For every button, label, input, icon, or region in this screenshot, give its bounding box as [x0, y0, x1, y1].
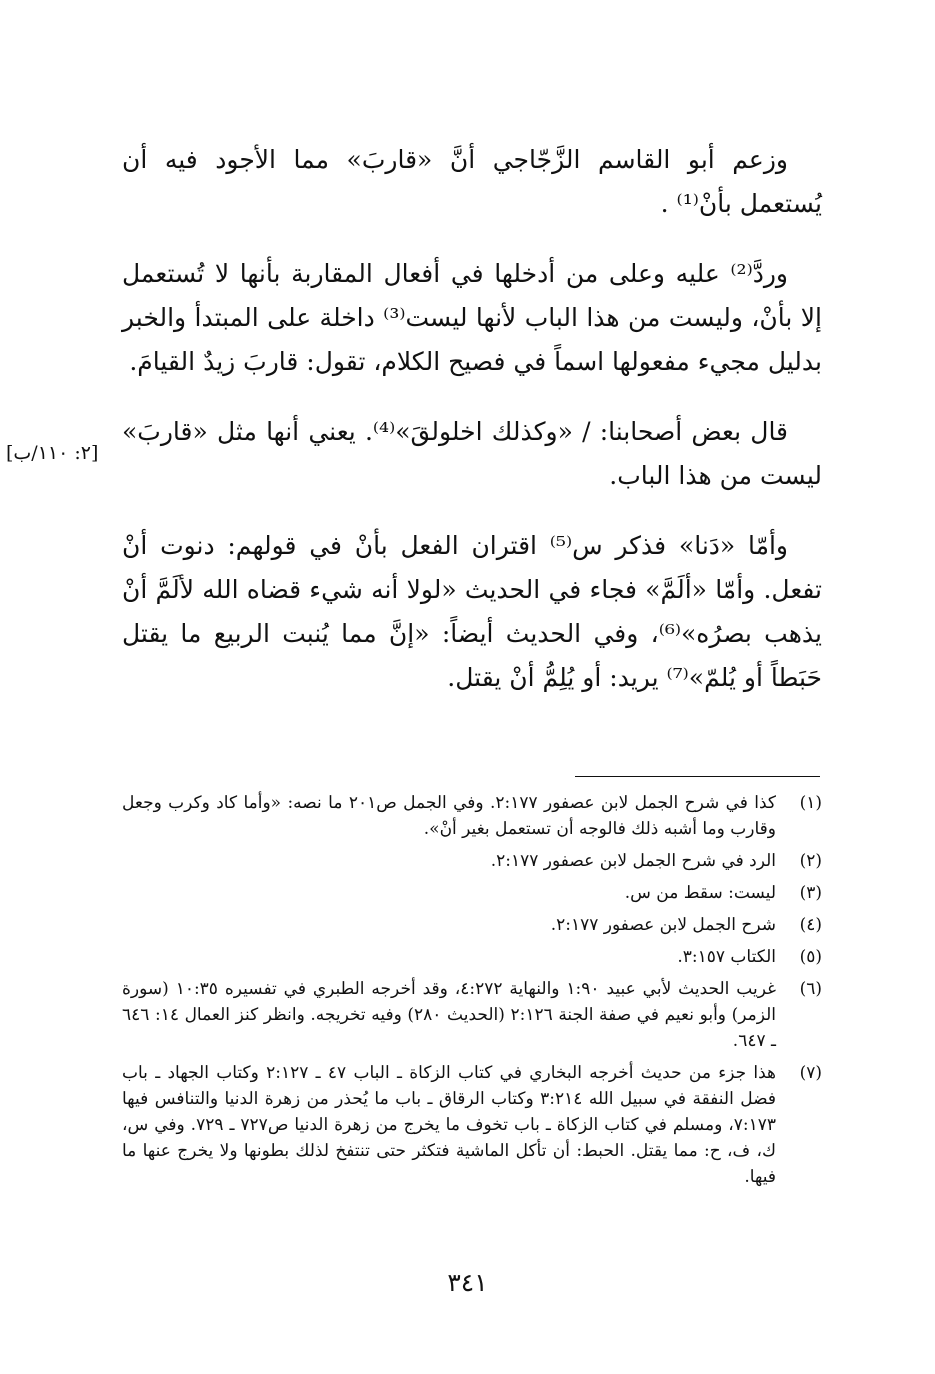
page-number: ۳٤۱: [447, 1268, 488, 1297]
paragraph-rebuttal: وردَّ⁽²⁾ عليه وعلى من أدخلها في أفعال المقاربة بأنها لا تُستعمل إلا بأنْ، وليست من هذا الباب لأنها ليست⁽³⁾ داخلة على المبتدأ والخبر بدليل مجيء مفعولها اسماً في فصيح الكلام، تقول: قاربَ زيدٌ القيامَ.: [122, 259, 822, 376]
footnote-item: [122, 1060, 822, 1190]
footnote-number: (۱): [799, 793, 822, 813]
footnote-text: غريب الحديث لأبي عبيد ۱:۹۰ والنهاية ٤:۲۷۲، وقد أخرجه الطبري في تفسيره ۱۰:۳٥ (سورة الزمر) وأبو نعيم في صفة الجنة ۲:۱۲٦ (الحديث ۲۸۰) وفيه تخريجه. وانظر كنز العمال ۱٤: ٦٤٦ ـ ٦٤۷.: [122, 979, 776, 1051]
footnote-text: ليست: سقط من س.: [624, 883, 776, 903]
footnote-number: (۲): [799, 851, 822, 871]
footnote-text: الكتاب ۳:۱٥۷.: [677, 947, 776, 967]
footnote-item: [122, 976, 822, 1054]
footnote-number: (٥): [799, 947, 822, 967]
footnote-item: [122, 912, 822, 938]
footnote-item: [122, 790, 822, 842]
main-text: [122, 138, 822, 726]
paragraph-ikhlawlaqa: قال بعض أصحابنا: / «وكذلك اخلولقَ»⁽⁴⁾. يعني أنها مثل «قاربَ» ليست من هذا الباب.: [122, 417, 822, 490]
footnote-item: [122, 848, 822, 874]
paragraph-zajjaji: وزعم أبو القاسم الزَّجّاجي أنَّ «قاربَ» مما الأجود فيه أن يُستعمل بأنْ⁽¹⁾ .: [122, 145, 822, 218]
footnote-separator: [575, 776, 820, 777]
footnote-item: [122, 944, 822, 970]
footnotes: [122, 790, 822, 1196]
manuscript-folio-reference: [۲: ۱۱۰/ب]: [6, 442, 99, 464]
footnote-number: (۷): [799, 1063, 822, 1083]
footnote-item: [122, 880, 822, 906]
footnote-number: (۳): [799, 883, 822, 903]
footnote-text: شرح الجمل لابن عصفور ۲:۱۷۷.: [550, 915, 776, 935]
footnote-number: (٦): [799, 979, 822, 999]
paragraph-dana-alamma: وأمّا «دَنا» فذكر س⁽⁵⁾ اقتران الفعل بأنْ في قولهم: دنوت أنْ تفعل. وأمّا «ألَمَّ» فجاء في الحديث «لولا أنه شيء قضاه الله لألَمَّ أنْ يذهب بصرُه»⁽⁶⁾، وفي الحديث أيضاً: «إنَّ مما يُنبت الربيع ما يقتل حَبَطاً أو يُلمّ»⁽⁷⁾ يريد: أو يُلِمُّ أنْ يقتل.: [122, 531, 822, 692]
footnote-text: الرد في شرح الجمل لابن عصفور ۲:۱۷۷.: [490, 851, 776, 871]
footnote-number: (٤): [799, 915, 822, 935]
footnote-text: هذا جزء من حديث أخرجه البخاري في كتاب الزكاة ـ الباب ٤۷ ـ ۲:۱۲۷ وكتاب الجهاد ـ باب فضل النفقة في سبيل الله ۳:۲۱٤ وكتاب الرقاق ـ باب ما يُحذر من زهرة الدنيا والتنافس فيها ۷:۱۷۳، ومسلم في كتاب الزكاة ـ باب تخوف ما يخرج من زهرة الدنيا ص۷۲۷ ـ ۷۲۹. وفي س، ك، ف، ح: مما يقتل. الحبط: أن تأكل الماشية فتكثر حتى تنتفخ لذلك بطونها ولا يخرج عنها ما فيها.: [122, 1063, 776, 1187]
footnote-text: كذا في شرح الجمل لابن عصفور ۲:۱۷۷. وفي الجمل ص۲۰۱ ما نصه: «وأما كاد وكرب وجعل وقارب وما أشبه ذلك فالوجه أن تستعمل بغير أنْ».: [122, 793, 776, 839]
